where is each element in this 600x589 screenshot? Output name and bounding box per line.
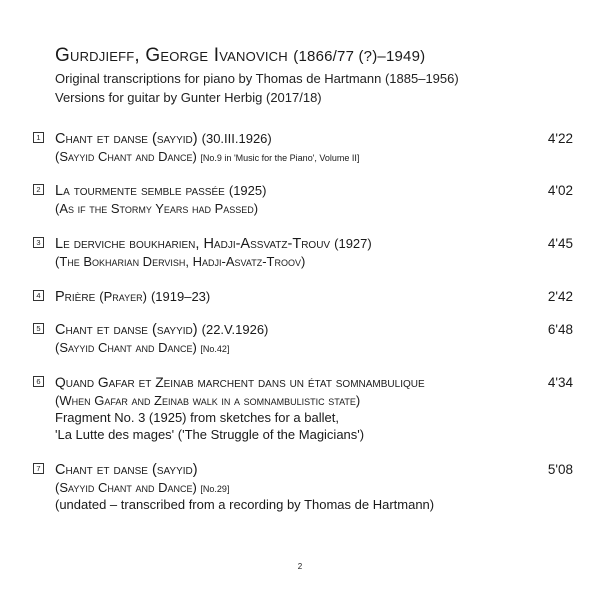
track-subtitle: (Sayyid Chant and Dance) [No.9 in 'Music for the Piano', Volume II] bbox=[55, 149, 360, 164]
track-number-box: 2 bbox=[33, 184, 44, 195]
track-subtitle: (When Gafar and Zeinab walk in a somnambulistic state) bbox=[55, 393, 361, 408]
track-note: [No.9 in 'Music for the Piano', Volume II] bbox=[200, 153, 360, 163]
track-subtitle: (As if the Stormy Years had Passed) bbox=[55, 201, 259, 216]
track-subtitle: (Sayyid Chant and Dance) [No.29] bbox=[55, 480, 230, 495]
composer-heading bbox=[55, 44, 575, 69]
track-date: (30.III.1926) bbox=[201, 131, 272, 146]
track-description-ballet: 'La Lutte des mages' ('The Struggle of the Magicians') bbox=[55, 427, 365, 442]
track-note: [No.29] bbox=[200, 484, 230, 494]
track-duration: 4'45 bbox=[547, 236, 573, 251]
track-title: La tourmente semble passée (1925) bbox=[55, 183, 267, 199]
track-duration: 5'08 bbox=[547, 462, 573, 477]
track-number-box: 1 bbox=[33, 132, 44, 143]
transcription-credit: Original transcriptions for piano by Thomas de Hartmann (1885–1956) bbox=[55, 71, 459, 86]
track-duration: 4'02 bbox=[547, 183, 573, 198]
track-number-box: 4 bbox=[33, 290, 44, 301]
track-date: (22.V.1926) bbox=[201, 322, 269, 337]
track-translation: (Prayer) bbox=[99, 289, 147, 304]
track-title: Quand Gafar et Zeinab marchent dans un état somnambulique bbox=[55, 375, 425, 390]
track-number-box: 7 bbox=[33, 463, 44, 474]
track-duration: 4'22 bbox=[547, 131, 573, 146]
track-note: [No.42] bbox=[200, 344, 230, 354]
track-title: Chant et danse (sayyid) bbox=[55, 462, 198, 478]
track-subtitle: (Sayyid Chant and Dance) [No.42] bbox=[55, 340, 230, 355]
guitar-version-credit: Versions for guitar by Gunter Herbig (2017/18) bbox=[55, 90, 322, 105]
track-number-box: 6 bbox=[33, 376, 44, 387]
track-title: Le derviche boukharien, Hadji-Assvatz-Trouv (1927) bbox=[55, 236, 372, 252]
track-number-box: 3 bbox=[33, 237, 44, 248]
composer-dates: (1866/77 (?)–1949) bbox=[293, 48, 426, 65]
track-date: (1927) bbox=[334, 236, 372, 251]
track-subtitle: (The Bokharian Dervish, Hadji-Asvatz-Troov) bbox=[55, 254, 306, 269]
track-description: (undated – transcribed from a recording by Thomas de Hartmann) bbox=[55, 497, 435, 512]
track-duration: 2'42 bbox=[547, 289, 573, 304]
track-duration: 6'48 bbox=[547, 322, 573, 337]
header bbox=[55, 44, 575, 107]
track-title: Prière (Prayer) (1919–23) bbox=[55, 289, 211, 305]
track-description: Fragment No. 3 (1925) from sketches for a ballet, bbox=[55, 410, 339, 425]
composer-surname: Gurdjieff, bbox=[55, 45, 140, 66]
track-title: Chant et danse (sayyid) (22.V.1926) bbox=[55, 322, 269, 338]
page-number: 2 bbox=[297, 562, 303, 571]
track-number-box: 5 bbox=[33, 323, 44, 334]
track-duration: 4'34 bbox=[547, 375, 573, 390]
track-title: Chant et danse (sayyid) (30.III.1926) bbox=[55, 131, 272, 147]
composer-given-names: George Ivanovich bbox=[145, 45, 288, 66]
track-date: (1925) bbox=[228, 183, 267, 198]
track-date: (1919–23) bbox=[150, 289, 211, 304]
